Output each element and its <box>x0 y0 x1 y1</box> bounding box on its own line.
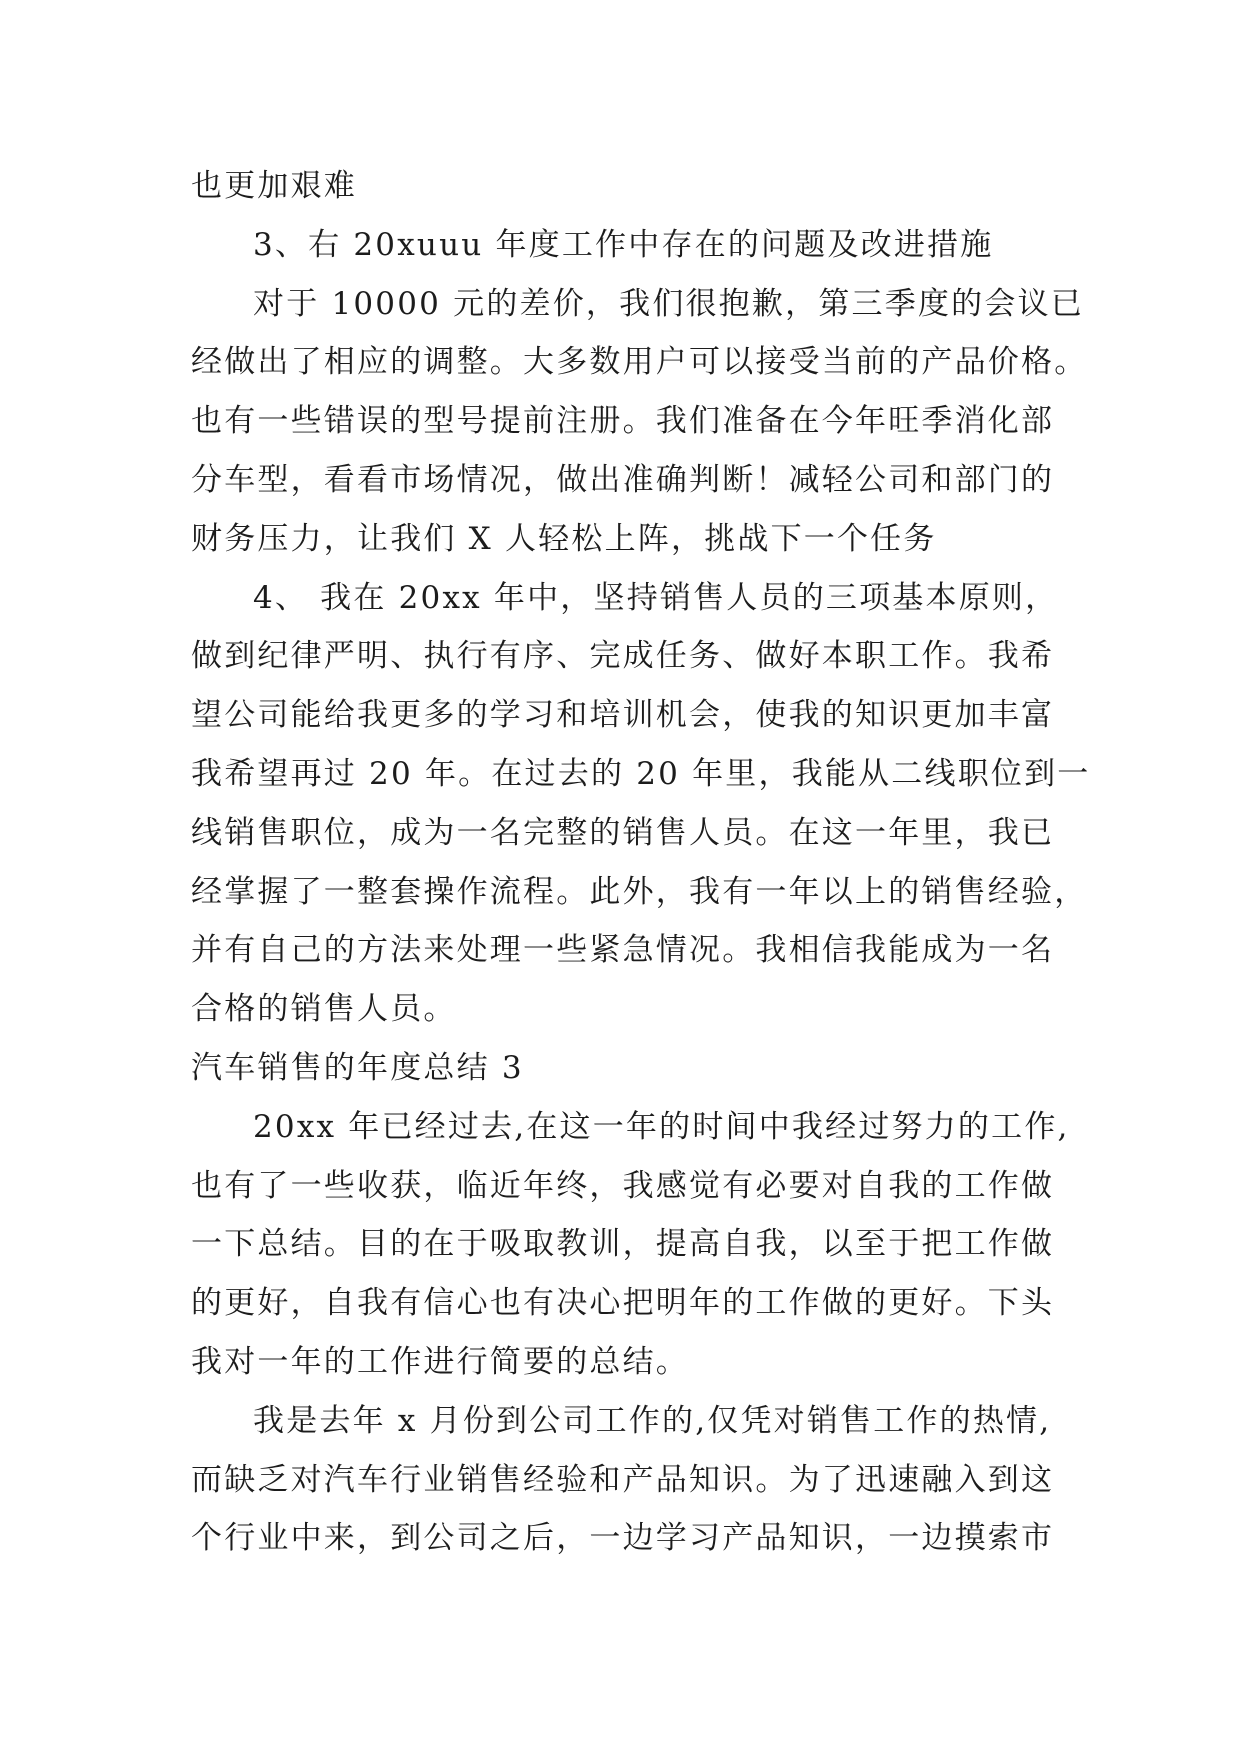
text-line: 经做出了相应的调整。大多数用户可以接受当前的产品价格。 <box>191 344 1088 381</box>
text-line: 而缺乏对汽车行业销售经验和产品知识。为了迅速融入到这 <box>191 1461 1055 1498</box>
text-line: 望公司能给我更多的学习和培训机会，使我的知识更加丰富 <box>191 697 1055 734</box>
text-line: 并有自己的方法来处理一些紧急情况。我相信我能成为一名 <box>191 932 1055 969</box>
text-line: 的更好，自我有信心也有决心把明年的工作做的更好。下头 <box>191 1285 1055 1322</box>
text-line: 做到纪律严明、执行有序、完成任务、做好本职工作。我希 <box>191 638 1055 675</box>
text-line: 我希望再过 20 年。在过去的 20 年里，我能从二线职位到一 <box>191 755 1091 792</box>
text-line: 4、 我在 20xx 年中，坚持销售人员的三项基本原则， <box>253 579 1059 616</box>
text-line: 分车型，看看市场情况，做出准确判断！减轻公司和部门的 <box>191 461 1055 498</box>
text-line: 一下总结。目的在于吸取教训，提高自我，以至于把工作做 <box>191 1226 1055 1263</box>
text-line: 也有了一些收获，临近年终，我感觉有必要对自我的工作做 <box>191 1167 1055 1204</box>
document-body <box>191 157 1091 1568</box>
text-line: 3、右 20xuuu 年度工作中存在的问题及改进措施 <box>253 226 994 263</box>
text-line: 合格的销售人员。 <box>191 991 457 1028</box>
text-line: 也有一些错误的型号提前注册。我们准备在今年旺季消化部 <box>191 403 1055 440</box>
text-line: 经掌握了一整套操作流程。此外，我有一年以上的销售经验， <box>191 873 1088 910</box>
text-line: 我是去年 x 月份到公司工作的,仅凭对销售工作的热情, <box>253 1402 1052 1439</box>
text-line: 财务压力，让我们 X 人轻松上阵，挑战下一个任务 <box>191 520 937 557</box>
text-line: 也更加艰难 <box>191 168 357 204</box>
text-line: 对于 10000 元的差价，我们很抱歉，第三季度的会议已 <box>253 285 1084 322</box>
section-heading: 汽车销售的年度总结 3 <box>191 1049 524 1086</box>
text-line: 个行业中来，到公司之后，一边学习产品知识，一边摸索市 <box>191 1520 1055 1557</box>
text-line: 线销售职位，成为一名完整的销售人员。在这一年里，我已 <box>191 814 1055 851</box>
text-line: 20xx 年已经过去,在这一年的时间中我经过努力的工作, <box>253 1108 1070 1145</box>
text-line: 我对一年的工作进行简要的总结。 <box>191 1343 689 1380</box>
